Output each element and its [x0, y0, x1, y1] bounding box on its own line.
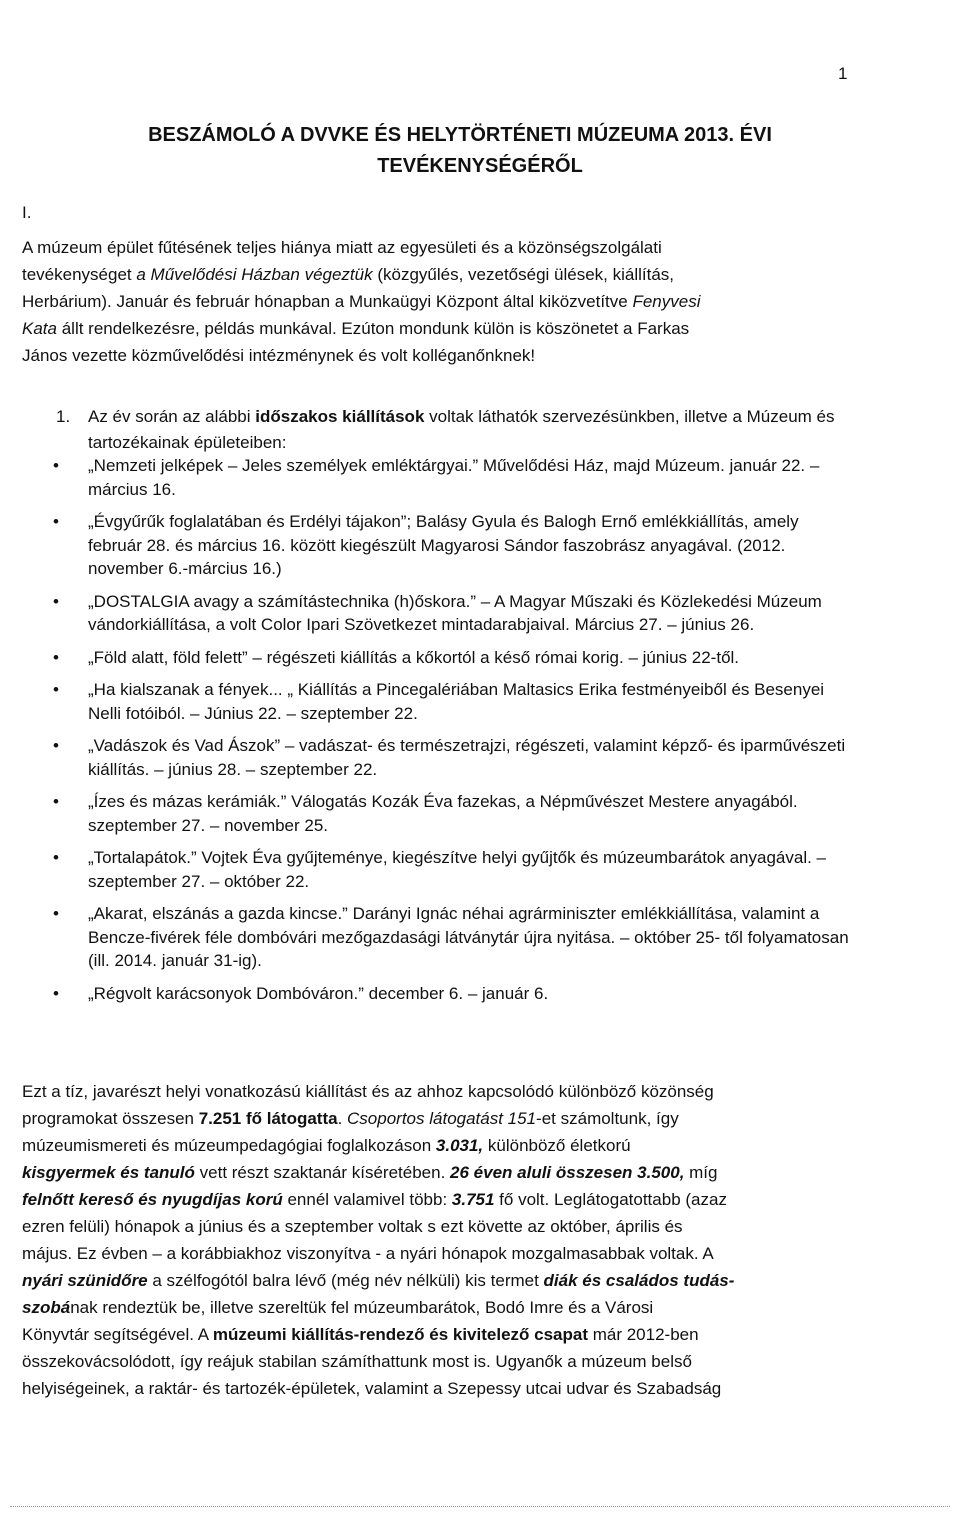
list-item — [48, 454, 853, 501]
text-run-bold: múzeumi kiállítás-rendező és kivitelező csapat — [212, 1325, 588, 1344]
list-item-text: „Akarat, elszánás a gazda kincse.” Darányi Ignác néhai agrárminiszter emlékkiállítása, valamint a Bencze-fivérek féle dombóvári mezőgazdasági látványtár újra nyitása. – október 25- től folyamatosan (ill. 2014. január 31-ig). — [88, 904, 849, 970]
list-number: 1. — [56, 407, 71, 426]
text-line — [22, 1294, 848, 1321]
text-run: . — [337, 1109, 348, 1128]
text-run: a szélfogótól balra lévő (még név nélküli) kis termet — [147, 1271, 544, 1290]
scan-edge-divider — [10, 1506, 950, 1507]
exhibitions-intro — [56, 404, 851, 456]
text-line — [22, 1132, 848, 1159]
text-line — [22, 1267, 848, 1294]
bullet-icon: • — [53, 456, 59, 475]
list-item-text: „Föld alatt, föld felett” – régészeti kiállítás a kőkortól a késő római korig. – június 22-től. — [88, 647, 740, 667]
text-run-bold-italic: kisgyermek és tanuló — [22, 1163, 195, 1182]
list-item — [48, 678, 853, 725]
text-line — [22, 261, 850, 288]
text-run-italic: a Művelődési Házban végeztük — [136, 265, 373, 284]
bullet-icon: • — [53, 983, 59, 1003]
text-line — [22, 288, 850, 315]
text-run: ennél valamivel több: — [282, 1190, 452, 1209]
title-line-1: BESZÁMOLÓ A DVVKE ÉS HELYTÖRTÉNETI MÚZEUMA 2013. ÉVI — [148, 124, 772, 146]
text-run: -et számoltunk, így — [536, 1109, 679, 1128]
bullet-icon: • — [53, 591, 59, 611]
text-line: János vezette közművelődési intézménynek és volt kolléganőnknek! — [22, 346, 536, 365]
list-item-text: „Ízes és mázas kerámiák.” Válogatás Kozák Éva fazekas, a Népművészet Mestere anyagából. szeptember 27. – november 25. — [88, 792, 798, 835]
list-item — [48, 846, 853, 893]
list-item — [48, 510, 853, 581]
list-item — [48, 734, 853, 781]
text-run-italic: Fenyvesi — [632, 292, 701, 311]
text-run-bold: időszakos kiállítások — [255, 407, 425, 426]
list-item-text: „Tortalapátok.” Vojtek Éva gyűjteménye, kiegészítve helyi gyűjtők és múzeumbarátok anyagával. – szeptember 27. – október 22. — [88, 848, 826, 891]
text-run-bold-italic: szobá — [22, 1298, 71, 1317]
list-item-text: „Nemzeti jelképek – Jeles személyek emléktárgyai.” Művelődési Ház, majd Múzeum. január 22. – március 16. — [88, 456, 820, 499]
bullet-icon: • — [53, 647, 59, 667]
text-run: múzeumismereti és múzeumpedagógiai foglalkozáson — [22, 1136, 436, 1155]
text-line: A múzeum épület fűtésének teljes hiánya miatt az egyesületi és a közönségszolgálati — [22, 238, 662, 257]
list-item-text: „Régvolt karácsonyok Dombóváron.” december 6. – január 6. — [88, 983, 549, 1003]
text-line: ezren felüli) hónapok a június és a szeptember voltak s ezt követte az október, április és — [22, 1217, 683, 1236]
list-item-text: „DOSTALGIA avagy a számítástechnika (h)őskora.” – A Magyar Műszaki és Közlekedési Múzeum vándorkiállítása, a volt Color Ipari Szövetkezet mintadarabjaival. Március 27. – június 26. — [88, 591, 822, 634]
text-run: nak rendeztük be, illetve szereltük fel múzeumbarátok, Bodó Imre és a Városi — [70, 1298, 654, 1317]
text-line — [22, 1159, 848, 1186]
text-run: Herbárium). Január és február hónapban a Munkaügyi Központ által kiközvetítve — [22, 292, 633, 311]
bullet-icon: • — [53, 792, 59, 811]
list-item — [48, 646, 853, 670]
text-run: Az év során az alábbi — [88, 407, 256, 426]
text-run: vett részt szaktanár kíséretében. — [194, 1163, 451, 1182]
page-number: 1 — [838, 64, 848, 83]
text-line — [22, 315, 850, 342]
text-run-bold: 7.251 fő látogatta — [198, 1109, 338, 1128]
list-item-text: „Vadászok és Vad Ászok” – vadászat- és természetrajzi, régészeti, valamint képző- és iparművészeti kiállítás. – június 28. – szeptember 22. — [88, 736, 846, 779]
bullet-icon: • — [53, 512, 59, 531]
text-run: tevékenységet — [22, 265, 137, 284]
title-line-2: TEVÉKENYSÉGÉRŐL — [377, 155, 583, 177]
text-run-bold-italic: diák és családos tudás- — [543, 1271, 735, 1290]
text-run: míg — [684, 1163, 718, 1182]
bullet-icon: • — [53, 848, 59, 867]
bullet-icon: • — [53, 904, 59, 923]
text-line: május. Ez évben – a korábbiakhoz viszonyítva - a nyári hónapok mozgalmasabbak voltak. A — [22, 1244, 714, 1263]
section-label: I. — [22, 203, 32, 222]
text-line: Ezt a tíz, javarészt helyi vonatkozású kiállítást és az ahhoz kapcsolódó különböző közönség — [22, 1082, 714, 1101]
text-run-italic: Csoportos látogatást 151 — [347, 1109, 537, 1128]
list-item-text: „Évgyűrűk foglalatában és Erdélyi tájakon”; Balásy Gyula és Balogh Ernő emlékkiállítás, amely február 28. és március 16. között kiegészült Magyarosi Sándor faszobrász anyagával. (2012. november 6.-március 16.) — [88, 512, 799, 578]
text-run: már 2012-ben — [588, 1325, 699, 1344]
text-run-bold-italic: felnőtt kereső és nyugdíjas korú — [22, 1190, 283, 1209]
text-line: összekovácsolódott, így reájuk stabilan számíthattunk most is. Ugyanők a múzeum belső — [22, 1352, 692, 1371]
text-run: Könyvtár segítségével. A — [22, 1325, 213, 1344]
document-title — [0, 120, 960, 182]
list-item — [48, 790, 853, 837]
text-run-bold-italic: nyári szünidőre — [22, 1271, 148, 1290]
exhibitions-intro-text — [88, 404, 851, 456]
list-item — [48, 982, 853, 1006]
intro-paragraph — [22, 234, 850, 369]
text-run: voltak láthatók szervezésünkben, illetve a Múzeum és tartozékainak épületeiben: — [88, 407, 835, 452]
text-line — [22, 1186, 848, 1213]
text-run-bold-italic: 26 éven aluli összesen 3.500, — [450, 1163, 685, 1182]
text-line: helyiségeinek, a raktár- és tartozék-épületek, valamint a Szepessy utcai udvar és Szabadság — [22, 1379, 722, 1398]
bullet-icon: • — [53, 680, 59, 699]
text-run: fő volt. Leglátogatottabb (azaz — [494, 1190, 727, 1209]
bullet-icon: • — [53, 736, 59, 755]
text-run-bold-italic: 3.751 — [451, 1190, 495, 1209]
text-line — [22, 1105, 848, 1132]
text-line — [22, 1321, 848, 1348]
text-run: különböző életkorú — [483, 1136, 631, 1155]
text-run: állt rendelkezésre, példás munkával. Ezúton mondunk külön is köszönetet a Farkas — [56, 319, 690, 338]
exhibitions-list — [48, 454, 853, 1014]
list-item — [48, 902, 853, 973]
text-run: programokat összesen — [22, 1109, 199, 1128]
text-run: (közgyűlés, vezetőségi ülések, kiállítás, — [372, 265, 675, 284]
list-item — [48, 590, 853, 637]
text-run-bold-italic: 3.031, — [435, 1136, 484, 1155]
summary-paragraph — [22, 1078, 848, 1402]
list-item-text: „Ha kialszanak a fények... „ Kiállítás a Pincegalériában Maltasics Erika festményeiből és Besenyei Nelli fotóiból. – Június 22. – szeptember 22. — [88, 680, 825, 723]
text-run-italic: Kata — [22, 319, 57, 338]
